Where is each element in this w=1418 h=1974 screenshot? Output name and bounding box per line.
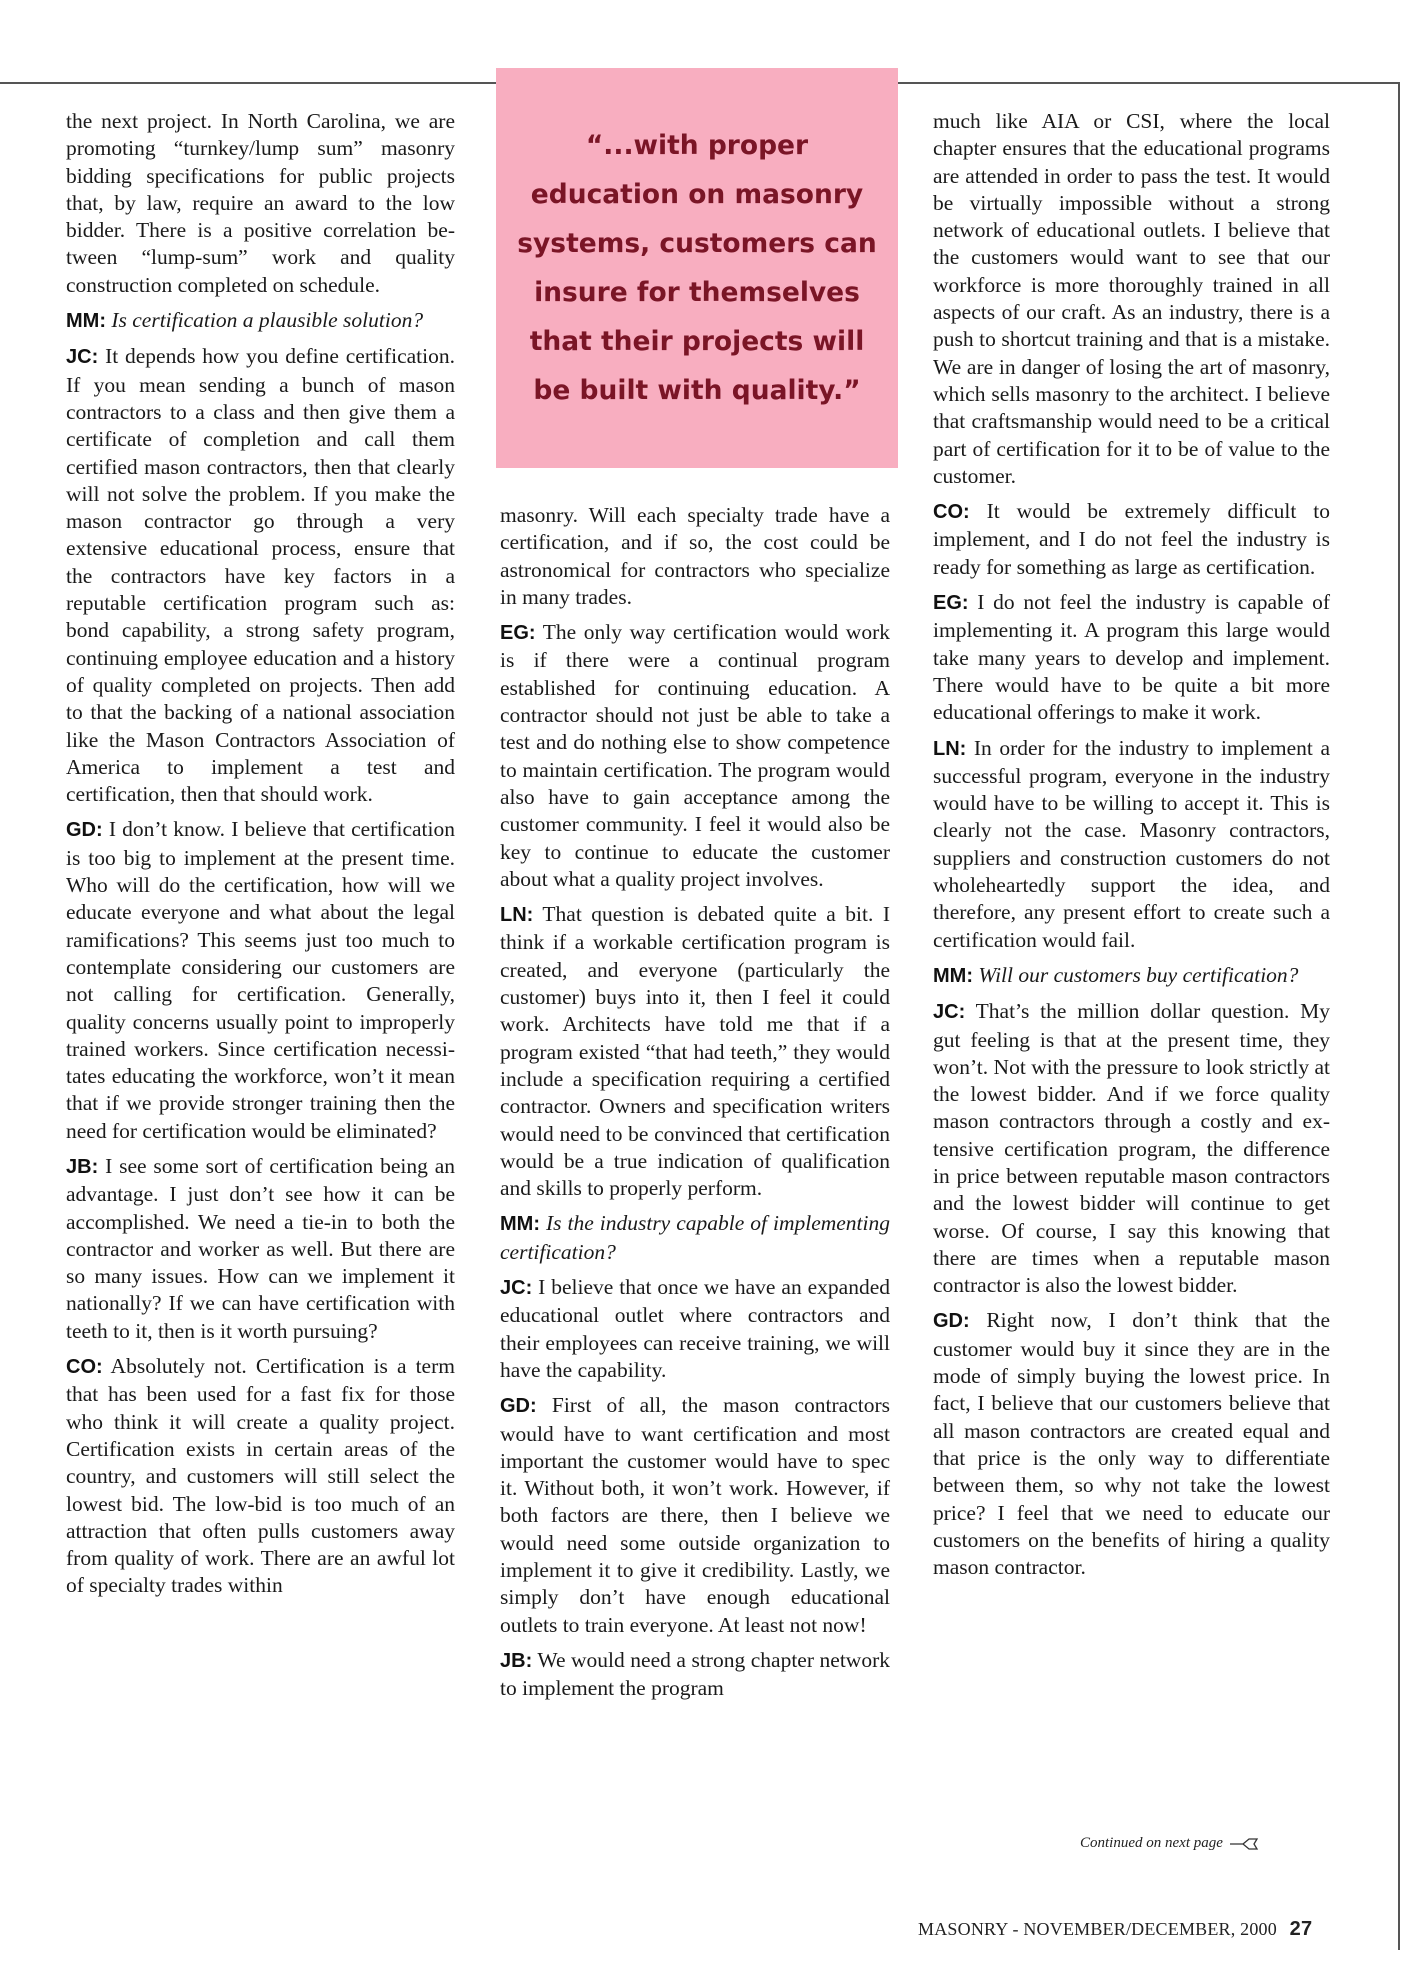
answer-text: In order for the industry to implement a successful program, everyone in the industry would have to be willing to accept it. This is clearly not the case. Masonry contractors, suppliers and construction customers do not wholeheartedly support the idea, and therefore, any present effort to create such a certification would fail.	[933, 735, 1330, 952]
speaker-label: CO:	[933, 501, 970, 524]
paragraph	[933, 498, 1330, 581]
page-number: 27	[1289, 1918, 1313, 1940]
answer-text: I believe that once we have an expanded educational outlet where contractors and their employees can receive training, we will have the capability.	[500, 1275, 890, 1382]
column-1	[66, 108, 455, 1608]
answer-text: the next project. In North Carolina, we are promoting “turnkey/lump sum” masonry bidding specifications for public projects that, by law, require an award to the low bidder. There is a positive correlation between “lump-sum” work and quality construction completed on schedule.	[66, 109, 455, 297]
continued-arrow-icon	[1229, 1837, 1259, 1851]
answer-text: masonry. Will each specialty trade have a certification, and if so, the cost could be astronomical for contractors who specialize in many trades.	[500, 503, 890, 609]
speaker-label: LN:	[933, 737, 967, 760]
answer-text: It would be extremely difficult to implement, and I do not feel the industry is ready for something as large as certification.	[933, 499, 1330, 579]
paragraph	[500, 619, 890, 893]
speaker-label: JC:	[500, 1277, 533, 1300]
answer-text: Absolutely not. Certification is a term that has been used for a fast fix for those who think it will create a quality project. Certification exists in certain areas of the country, and customers will still select the lowest bid. The low-bid is too much of an attraction that often pulls customers away from quality of work. There are an awful lot of specialty trades within	[66, 1354, 455, 1598]
column-2	[500, 502, 890, 1710]
speaker-label: JC:	[66, 346, 99, 369]
pull-quote-text: “...with proper education on masonry systems, customers can insure for themselves that their projects will be built with quality.”	[517, 130, 877, 406]
speaker-label: GD:	[500, 1395, 537, 1418]
paragraph	[933, 589, 1330, 726]
speaker-label: EG:	[500, 622, 536, 645]
answer-text: I see some sort of certification being an advantage. I just don’t see how it can be accomplished. We need a tie-in to both the contractor and worker as well. But there are so many issues. How can we implement it nationally? If we can have certification with teeth to it, then is it worth pursuing?	[66, 1153, 456, 1343]
paragraph	[500, 1274, 890, 1384]
answer-text: That’s the million dollar question. My gut feeling is that at the present time, they won’t. Not with the pressure to look strictly at the lowest bidder. And if we force quality mason contractors through a costly and extensive certification program, the difference in price between reputable mason contractors and the lowest bidder will continue to get worse. Of course, I say this knowing that there are times when a reputable mason contractor is also the lowest bidder.	[933, 999, 1330, 1298]
speaker-label: EG:	[933, 592, 969, 615]
answer-text: much like AIA or CSI, where the local chapter ensures that the educational programs are attended in order to pass the test. It would be virtually impossible without a strong network of educational outlets. I believe that the customers would want to see that our workforce is more thoroughly trained in all aspects of our craft. As an industry, there is a push to shortcut training and that is a mistake. We are in danger of losing the art of masonry, which sells masonry to the architect. I believe that craftsmanship would need to be a critical part of certification for it to be of value to the customer.	[933, 109, 1330, 488]
speaker-label: MM:	[66, 310, 106, 333]
speaker-label: LN:	[500, 904, 534, 927]
paragraph	[66, 1153, 455, 1345]
paragraph	[500, 502, 890, 611]
paragraph	[500, 901, 890, 1202]
pull-quote-box	[496, 68, 898, 468]
speaker-label: MM:	[933, 964, 973, 987]
answer-text: It depends how you define certification. If you mean sending a bunch of mason contractors to a class and then give them a certificate of completion and call them certified mason contractors, then that clearly will not solve the problem. If you make the mason contractor go through a very extensive educational process, ensure that the contractors have key factors in a reputable certification program such as: bond capability, a strong safety program, continuing employee education and a history of quality completed on projects. Then add to that the backing of a national association like the Mason Contractors Association of America to implement a test and certification, then that should work.	[66, 344, 455, 807]
speaker-label: GD:	[933, 1310, 970, 1333]
continued-text: Continued on next page	[1080, 1835, 1223, 1851]
question-text: Is certification a plausible solution?	[111, 308, 424, 333]
paragraph	[66, 816, 455, 1145]
answer-text: I don’t know. I believe that certification is too big to implement at the present time. Who will do the certification, how will we educate everyone and what about the legal ramifications? This seems just too much to contemplate considering our customers are not calling for certification. Generally, quality concerns usually point to improperly trained workers. Since certification necessitates educating the workforce, won’t it mean that if we provide stronger training then the need for certification would be eliminated?	[66, 817, 455, 1143]
paragraph	[933, 1307, 1330, 1581]
paragraph	[66, 343, 455, 808]
answer-text: First of all, the mason contractors would have to want certification and most important the customer would have to spec it. Without both, it won’t work. However, if both factors are there, then I believe we would need some outside organization to implement it to give it credibility. Lastly, we simply don’t have enough educational outlets to train everyone. At least not now!	[500, 1393, 890, 1637]
answer-text: Right now, I don’t think that the customer would buy it since they are in the mode of simply buying the lowest price. In fact, I believe that our customers believe that all mason contractors are created equal and that price is the only way to differentiate between them, so why not take the lowest price? I feel that we need to educate our customers on the benefits of hiring a quality mason contractor.	[933, 1308, 1330, 1580]
speaker-label: JC:	[933, 1001, 966, 1024]
answer-text: That question is debated quite a bit. I think if a workable certification program is created, and everyone (particularly the customer) buys into it, then I feel it could work. Architects have told me that if a program existed “that had teeth,” they would include a specification requiring a certified contractor. Owners and specification writers would need to be convinced that certification would be a true indication of qualification and skills to properly perform.	[500, 902, 890, 1201]
paragraph	[933, 735, 1330, 954]
answer-text: We would need a strong chapter network to implement the program	[500, 1647, 890, 1701]
answer-text: The only way certification would work is if there were a continual program established for continuing education. A contractor should not just be able to take a test and do nothing else to show competence to maintain certification. The program would also have to gain acceptance among the customer community. I feel it would also be key to continue to educate the customer about what a quality project involves.	[500, 620, 890, 891]
question-text: Is the industry capable of implementing certification?	[500, 1211, 890, 1264]
speaker-label: JB:	[66, 1155, 99, 1178]
speaker-label: GD:	[66, 819, 103, 842]
paragraph	[66, 108, 455, 299]
paragraph	[66, 1353, 455, 1600]
answer-text: I do not feel the industry is capable of implementing it. A program this large would take many years to develop and implement. There would have to be quite a bit more educational offerings to make it work.	[933, 590, 1330, 725]
column-3	[933, 108, 1330, 1589]
continued-note	[1080, 1835, 1259, 1852]
paragraph	[933, 998, 1330, 1299]
paragraph	[66, 307, 455, 335]
question-text: Will our customers buy certification?	[978, 962, 1299, 987]
right-rule	[1398, 82, 1400, 1950]
speaker-label: JB:	[500, 1649, 533, 1672]
footer-publication: MASONRY - NOVEMBER/DECEMBER, 2000	[918, 1919, 1277, 1939]
paragraph	[500, 1647, 890, 1703]
page-footer	[918, 1918, 1312, 1941]
paragraph	[933, 962, 1330, 990]
paragraph	[500, 1392, 890, 1639]
paragraph	[500, 1210, 890, 1266]
speaker-label: MM:	[500, 1213, 540, 1236]
speaker-label: CO:	[66, 1356, 103, 1379]
paragraph	[933, 108, 1330, 490]
